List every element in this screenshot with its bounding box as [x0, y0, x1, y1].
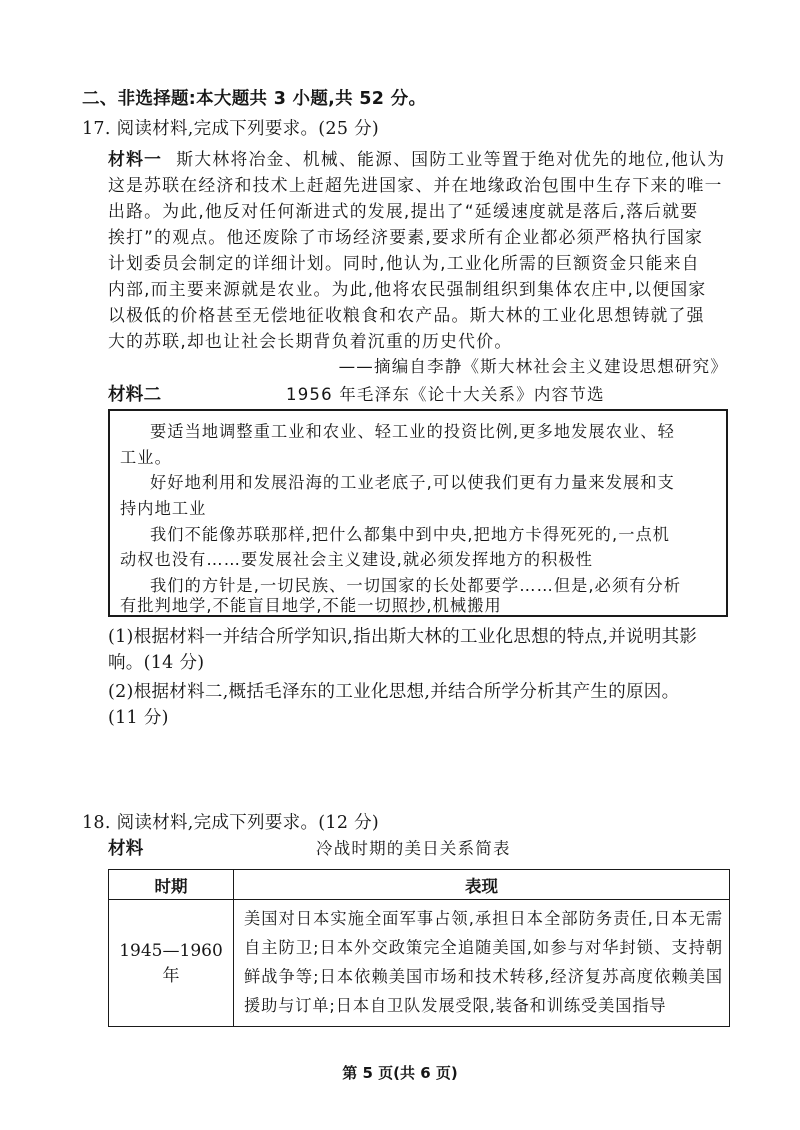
excerpt-line: 要适当地调整重工业和农业、轻工业的投资比例,更多地发展农业、轻	[150, 422, 675, 441]
q17-sub1-line: (1)根据材料一并结合所学知识,指出斯大林的工业化思想的特点,并说明其影	[108, 627, 698, 647]
material1-line: 挨打”的观点。他还废除了市场经济要素,要求所有企业都必须严格执行国家	[108, 227, 704, 247]
page-footer: 第 5 页(共 6 页)	[342, 1064, 458, 1082]
excerpt-line: 有批判地学,不能盲目地学,不能一切照抄,机械搬用	[120, 596, 502, 615]
cell-content: 美国对日本实施全面军事占领,承担日本全部防务责任,日本无需自主防卫;日本外交政策完全追随美国,如参与对华封锁、支持朝鲜战争等;日本依赖美国市场和技术转移,经济复苏高度依赖美国援助与订单;日本自卫队发展受限,装备和训练受美国指导	[234, 900, 730, 1027]
q17-material1	[108, 148, 730, 378]
q17-sub2-line: (2)根据材料二,概括毛泽东的工业化思想,并结合所学分析其产生的原因。	[108, 682, 680, 702]
material1-line: 以极低的价格甚至无偿地征收粮食和农产品。斯大林的工业化思想铸就了强	[108, 305, 705, 325]
us-japan-relations-table	[108, 869, 730, 1027]
q18-title: 18. 阅读材料,完成下列要求。(12 分)	[82, 813, 380, 833]
excerpt-line: 好好地利用和发展沿海的工业老底子,可以使我们更有力量来发展和支	[150, 473, 675, 492]
section-heading: 二、非选择题:本大题共 3 小题,共 52 分。	[82, 89, 427, 109]
material2-excerpt-box	[108, 409, 728, 617]
material1-line: 计划委员会制定的详细计划。同时,他认为,工业化所需的巨额资金只能来自	[108, 253, 700, 273]
material2-title: 1956 年毛泽东《论十大关系》内容节选	[286, 385, 605, 404]
material1-line: 材料一 斯大林将冶金、机械、能源、国防工业等置于绝对优先的地位,他认为	[108, 149, 726, 169]
q18-material-label: 材料	[108, 839, 144, 859]
material2-label: 材料二	[108, 385, 162, 405]
excerpt-line: 我们的方针是,一切民族、一切国家的长处都要学……但是,必须有分析	[150, 576, 682, 595]
material1-line: 内部,而主要来源就是农业。为此,他将农民强制组织到集体农庄中,以便国家	[108, 279, 707, 299]
material1-line: 这是苏联在经济和技术上赶超先进国家、并在地缘政治包围中生存下来的唯一	[108, 175, 723, 195]
material1-source: ——摘编自李静《斯大林社会主义建设思想研究》	[338, 357, 728, 376]
material1-label: 材料一	[108, 149, 163, 169]
q17-sub2-line: (11 分)	[108, 708, 169, 728]
header-performance: 表现	[234, 870, 730, 900]
q17-title: 17. 阅读材料,完成下列要求。(25 分)	[82, 119, 380, 139]
q18-table-title: 冷战时期的美日关系简表	[316, 839, 511, 858]
excerpt-line: 动权也没有……要发展社会主义建设,就必须发挥地方的积极性	[120, 550, 594, 569]
q17-sub1-line: 响。(14 分)	[108, 653, 205, 673]
cell-period: 1945—1960 年	[109, 900, 234, 1027]
material1-line: 大的苏联,却也让社会长期背负着沉重的历史代价。	[108, 331, 513, 351]
material1-line: 出路。为此,他反对任何渐进式的发展,提出了“延缓速度就是落后,落后就要	[108, 201, 699, 221]
excerpt-line: 持内地工业	[120, 499, 207, 518]
table-header-row	[109, 870, 730, 900]
excerpt-line: 我们不能像苏联那样,把什么都集中到中央,把地方卡得死死的,一点机	[150, 525, 671, 544]
table-row	[109, 900, 730, 1027]
material2-heading	[108, 384, 175, 406]
header-period: 时期	[109, 870, 234, 900]
excerpt-line: 工业。	[120, 448, 172, 467]
